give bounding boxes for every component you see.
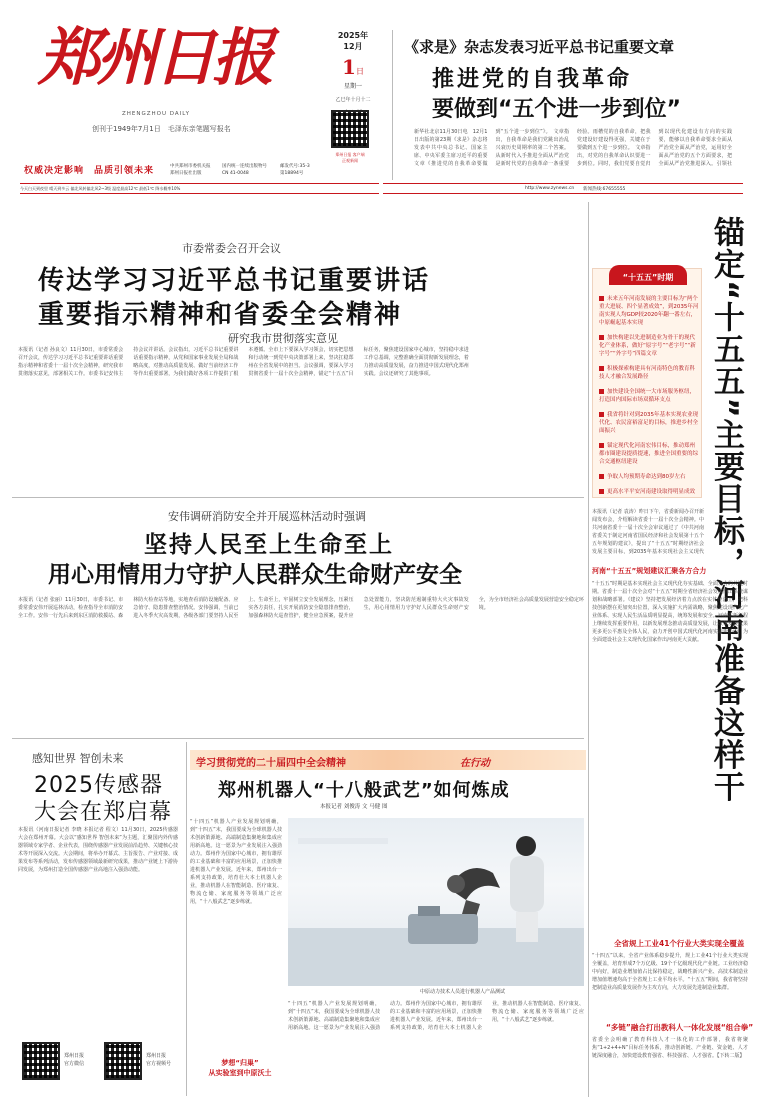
- weather-bar: [20, 183, 379, 194]
- robot-story-body: “十四五”机器人产业发展规划明确，到“十四五”末，我国要成为全球机器人技术创新策源地、高端制造集聚地和集成应用新高地。这一愿景为产业发展注入强劲动力。郑州作为国家中心城市，拥有雄厚的工业基础和丰富的应用场景，正加快推进机器人产业发展。近年来，郑州出台一系列支持政策，培育壮大本土机器人企业，推动机器人在智能制造、医疗康复、物流仓储、家庭服务等领域广泛应用，“十八般武艺”逐步练就。: [190, 819, 282, 905]
- bullet-square-icon: [599, 474, 604, 479]
- masthead-qr-code[interactable]: [331, 110, 369, 148]
- video-qr-label: 郑州日报 官方视频号: [146, 1053, 172, 1067]
- main-story-kicker: 市委常委会召开会议: [182, 242, 281, 255]
- top-story-body: 新华社北京11月30日电 12月1日出版的第23期《求是》杂志将发表中共中央总书记、国家主席、中央军委主席习近平的重要文章《推进党的自我革命要做到“五个进一步到位”》。 文章指出，自我革命是我们党跳出治乱兴衰历史周期率的第二个答案。从新时代入手推进全面从严治党是新时代党的自我革命一条重要经验。雨槽党的自我革命，把我党建设好建设得更强，关键在于要做到五个进一步到位。 文章指出，对党的自我革命认识要进一步到位。同时，我们党要自觉归到以现代化建设有方向的实践要，能够以自我革命要求全面从严治党全面从严治党，运用好全面从严治党的五个方面要求，把全面从严治党推进深入。引领社: [414, 129, 732, 167]
- fire-story-headline-1[interactable]: 坚持人民至上生命至上: [144, 532, 394, 558]
- sidebar-list-item: 加快建设全国统一大市场服务枢纽，打造国内国际市场双循环支点: [599, 389, 696, 403]
- bullet-square-icon: [599, 389, 604, 394]
- sidebar-sub-headline[interactable]: 河南“十五五”规划建议汇聚各方合力: [592, 567, 707, 575]
- fire-story-kicker: 安伟调研消防安全并开展巡林活动时强调: [168, 510, 366, 523]
- sidebar-sub-body-2: “十四五”以来，全省产业体系稳步提升，规上工业41个行业大类实现全覆盖，培育形成7个万亿级、19个千亿级现代化产业链。工业经济稳中向好，制造业增加值占比保持稳定，战略性新兴产业、高技术制造业增加值增速均高于全省规上工业平均水平。“十五五”期间，我省将坚持把制造业高质量发展作为主攻方向，大力发展先进制造业集群。: [592, 953, 748, 991]
- sensor-story-headline-1[interactable]: 2025传感器: [34, 773, 163, 798]
- sidebar-sub-body: “十五五”时期是基本实现社会主义现代化夯实基础、全面发力的关键时期。省委十一届十次全会对“十五五”时期全省经济社会发展作出系统谋划和战略部署。《建议》坚持把发展经济着力点放在实体经济上，把科技创新摆在更加突出位置，深入实施扩大内需战略，聚焦建设现代化产业体系、实现人民生活品质明显提高，统筹发展和安全。河南在新征程上继续发挥重要作用，以新发展理念推动高质量发展，让改革发展成果更多更公平惠及全体人民，奋力开创中国式现代化河南实践新局面，为全面建设社会主义现代化国家作出河南更大贡献。: [592, 581, 748, 643]
- sidebar-sub-body-3: 省委全会明确了教育科技人才一体化的工作部署，我省将聚焦“1+2+4+N”目标任务体系，推动创新链、产业链、资金链、人才链深度融合，加快建设教育强省、科技强省、人才强省。【下转二版】: [592, 1037, 748, 1059]
- weather-text: 今天白天到夜里 晴天到多云 偏北风转偏北风2~3级 温度最高12℃ 最低1℃ 降水概率10%: [20, 186, 181, 191]
- robot-story-body-2: “十四五”机器人产业发展规划明确，到“十四五”末，我国要成为全球机器人技术创新策源地、高端制造集聚地和集成应用新高地。这一愿景为产业发展注入强劲动力。郑州作为国家中心城市，拥有雄厚的工业基础和丰富的应用场景，正加快推进机器人产业发展。近年来，郑州出台一系列支持政策，培育壮大本土机器人企业，推动机器人在智能制造、医疗康复、物流仓储、家庭服务等领域广泛应用，“十八般武艺”逐步练就。: [288, 1001, 584, 1031]
- weather-bar-right: [383, 183, 743, 194]
- bullet-square-icon: [599, 489, 604, 494]
- sensor-story: [12, 740, 184, 1096]
- date-weekday: 星期一: [343, 83, 362, 90]
- sensor-story-headline-2[interactable]: 大会在郑启幕: [34, 800, 173, 825]
- fire-story-headline-2[interactable]: 用心用情用力守护人民群众生命财产安全: [48, 562, 462, 588]
- sidebar-list: [599, 295, 699, 503]
- bullet-square-icon: [599, 335, 604, 340]
- bullet-square-icon: [599, 296, 604, 301]
- robot-sub-headline[interactable]: 梦想“归巢” 从实验室到中原沃土: [208, 1059, 272, 1077]
- robot-story: [190, 742, 586, 1098]
- robot-photo-caption: 中原动力技术人员进行机器人产品测试: [420, 989, 506, 995]
- date-lunar: 乙巳年十月十二: [335, 97, 371, 103]
- masthead-founded: 创刊于1949年7月1日 毛泽东亲笔题写报名: [92, 125, 231, 133]
- robot-story-headline[interactable]: 郑州机器人“十八般武艺”如何炼成: [218, 780, 510, 801]
- main-story-subhead: 研究我市贯彻落实意见: [228, 332, 338, 345]
- sensor-story-kicker: 感知世界 智创未来: [32, 752, 124, 765]
- masthead-slogan: 权威决定影响 品质引领未来: [24, 166, 155, 176]
- top-story: [392, 0, 747, 180]
- sidebar-list-item: 加快构建以先进制造业为骨干的现代化产业体系，做好“原字号”“老字号”“新字号”“外字号”四篇文章: [599, 335, 696, 357]
- main-story: [12, 202, 587, 377]
- bullet-square-icon: [599, 412, 604, 417]
- date-day: 1日: [342, 55, 364, 79]
- masthead-issue-info: 国内统一连续出版物号 CN 41-0048: [222, 164, 267, 176]
- robot-photo: [288, 818, 584, 986]
- sidebar-vertical-headline[interactable]: 锚定“十五五”主要目标，河南准备这样干: [708, 216, 744, 803]
- sensor-story-body: 本报讯（河南日报记者 李晓 本报记者 程文）11月30日，2025传感器大会在郑州开幕。大会以“感知世界 智创未来”为主题，汇聚国内外传感器领域专家学者、企业代表，围绕传感器产业发展前沿趋势、关键核心技术等开展深入交流。大会期间，将举办开幕式、主旨报告、产业对接、成果发布等系列活动，发布传感器领域最新研究成果，推动产业链上下游协同发展，为郑州打造全国传感器产业高地注入强劲动能。: [18, 827, 178, 873]
- sidebar-list-item: 更高水平平安河南建设取得明显成效: [599, 488, 699, 496]
- top-story-headline-2[interactable]: 要做到“五个进一步到位”: [432, 97, 681, 122]
- top-story-kicker[interactable]: 《求是》杂志发表习近平总书记重要文章: [404, 38, 675, 56]
- sidebar-list-item: 锚定现代化河南宏伟目标，推动郑州都市圈建设提质提速，推进全国重要的综合交通枢纽建设: [599, 443, 699, 465]
- bullet-square-icon: [599, 443, 604, 448]
- bullet-square-icon: [599, 366, 604, 371]
- wechat-qr-code[interactable]: [22, 1042, 60, 1080]
- date-year-month: 2025年 12月: [337, 31, 369, 51]
- main-story-headline-2[interactable]: 重要指示精神和省委全会精神: [38, 300, 403, 330]
- wechat-qr-label: 郑州日报 官方微信: [64, 1053, 85, 1067]
- sidebar-box: [592, 268, 702, 498]
- fire-story: [12, 500, 587, 732]
- sidebar-list-item: 我省将针对到2035年基本实现农业现代化、农民富裕富足的目标，推进乡村全面振兴: [599, 412, 699, 434]
- sidebar-list-item: 积极探索构建具有河南特色的教育科技人才融合发展路径: [599, 366, 696, 380]
- sidebar-list-item: 争取人均预期寿命达到80岁左右: [599, 473, 699, 481]
- website[interactable]: http://www.zynews.cn: [525, 186, 575, 191]
- main-story-body: 本报讯（记者 孙良文）11月30日，市委常委会召开会议，传达学习习近平总书记重要讲话重要指示精神和省委十一届十次全会精神，研究我市贯彻落实意见，部署相关工作。市委书记安伟主持会议并讲话。会议指出，习近平总书记重要讲话重要指示精神，从党和国家事业发展全局和战略高度，对推动高质量发展、做好当前经济工作等作出重要部署，为我们做好各项工作提供了根本遵循。全市上下要深入学习领会，切实把思想和行动统一到党中央决策部署上来，坚决扛稳郑州在全省发展中的担当。会议强调，要深入学习贯彻省委十一届十次全会精神，锚定“十五五”目标任务，聚焦建设国家中心城市，坚持稳中求进工作总基调，完整准确全面贯彻新发展理念，着力推动高质量发展，奋力推进中国式现代化郑州实践。会议还研究了其他事项。: [18, 347, 469, 377]
- sidebar-box-title: “十五五”时期: [609, 265, 687, 285]
- robot-story-byline: 本报记者 刘俊涛 文 马健 图: [320, 804, 388, 810]
- masthead-logo: 郑州日报: [38, 21, 271, 94]
- sidebar-list-item: 未来五年河南发展的主要目标为“两个重大进展、四个显著成效”，到2035年河南实现人均GDP较2020年翻一番左右，中原崛起基本实现: [599, 296, 699, 326]
- video-qr-code[interactable]: [104, 1042, 142, 1080]
- masthead-qr-caption: 郑州日报 客户端 正观新闻: [335, 152, 365, 163]
- masthead-pinyin: ZHENGZHOU DAILY: [122, 111, 190, 117]
- phone: 新闻热线:67655555: [583, 187, 626, 192]
- top-story-headline-1[interactable]: 推进党的自我革命: [432, 67, 633, 92]
- fire-story-body: 本报讯（记者 张丽）11月30日，市委书记、市委常委安伟开展巡林活动，检查指导全市消防安全工作。安伟一行先后来到东区消防救援站、森林防火检查站等地，实地查看消防设施配备、应急值守、隐患排查整治情况。安伟强调，当前已进入冬季火灾高发期，各级各部门要坚持人民至上、生命至上，牢固树立安全发展理念，压紧压实各方责任，扎实开展消防安全隐患排查整治，加强森林防火巡查管护，健全应急预案，提升应急处置能力，坚决防范遏制重特大火灾事故发生，用心用情用力守护好人民群众生命财产安全，为全市经济社会高质量发展营造安全稳定环境。: [18, 597, 584, 619]
- masthead-publisher: 中共郑州市委机关报 郑州日报社出版: [170, 164, 211, 176]
- sidebar-byline-body: 本报讯（记者 袁涛）昨日下午，省委新闻办召开新闻发布会，介绍解读省委十一届十次全会精神。中共河南省委十一届十次全会审议通过了《中共河南省委关于制定河南省国民经济和社会发展第十五个五年规划的建议》，提出了“十五五”时期经济社会发展主要目标，到2035年基本实现社会主义现代: [592, 509, 704, 554]
- robot-photo-illustration: [288, 818, 584, 986]
- robot-story-banner: 学习贯彻党的二十届四中全会精神 在行动: [190, 750, 586, 770]
- main-story-headline-1[interactable]: 传达学习习近平总书记重要讲话: [38, 266, 431, 296]
- sidebar-sub-headline-2[interactable]: 全省规上工业41个行业大类实现全覆盖: [614, 939, 745, 948]
- masthead-codes: 邮发代号:35-3 第18894号: [280, 164, 310, 176]
- date-block: [332, 30, 374, 116]
- sidebar-sub-headline-3[interactable]: “多链”融合打出教科人一体化发展“组合拳”: [606, 1023, 754, 1032]
